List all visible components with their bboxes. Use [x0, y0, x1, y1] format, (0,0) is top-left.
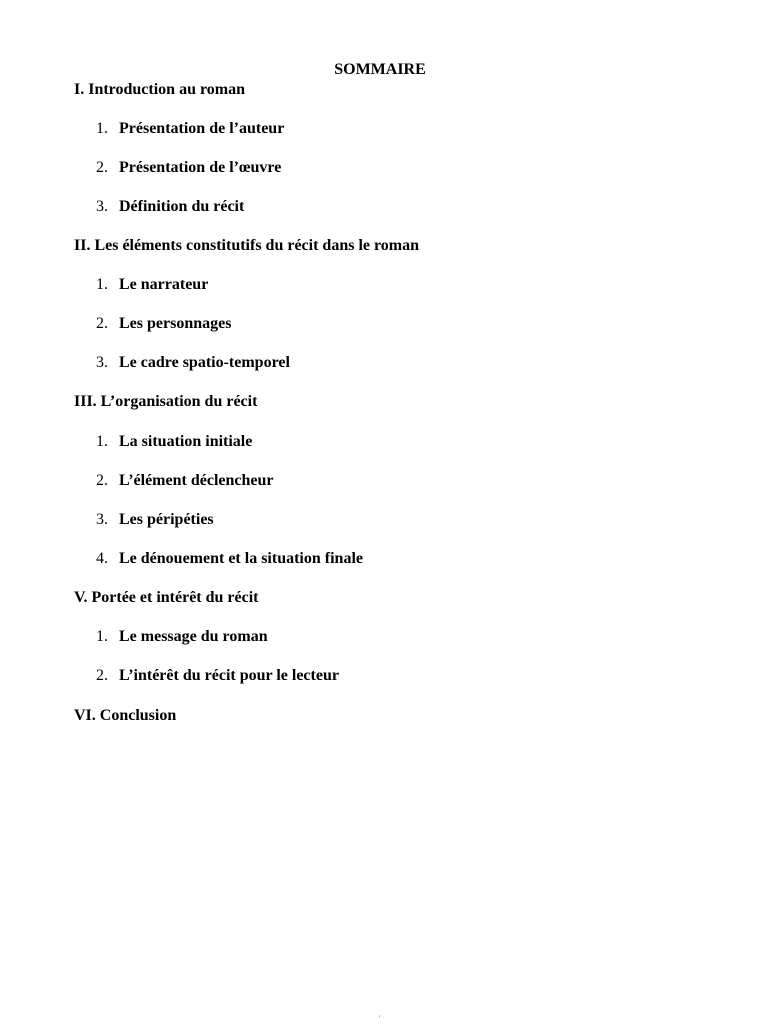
item-label: Le dénouement et la situation finale [119, 550, 363, 567]
section-heading-6: VI. Conclusion [74, 707, 177, 724]
item-number: 1. [96, 433, 108, 450]
toc-item [96, 314, 231, 334]
toc-item [96, 197, 244, 217]
item-number: 1. [96, 276, 108, 293]
item-label: Présentation de l’œuvre [119, 159, 282, 176]
item-number: 2. [96, 159, 108, 176]
item-label: Présentation de l’auteur [119, 120, 285, 137]
item-label: Le narrateur [119, 276, 209, 293]
toc-item [96, 119, 284, 139]
item-number: 2. [96, 472, 108, 489]
page-title: SOMMAIRE [334, 61, 426, 78]
item-number: 3. [96, 511, 108, 528]
item-label: Le message du roman [119, 628, 268, 645]
toc-item [96, 353, 290, 373]
item-number: 3. [96, 198, 108, 215]
toc-item [96, 158, 281, 178]
item-number: 1. [96, 628, 108, 645]
toc-item [96, 666, 339, 686]
section-heading-3: III. L’organisation du récit [74, 393, 258, 410]
item-label: L’intérêt du récit pour le lecteur [119, 667, 339, 684]
toc-item [96, 549, 363, 569]
item-number: 2. [96, 667, 108, 684]
item-number: 3. [96, 354, 108, 371]
item-label: Les péripéties [119, 511, 214, 528]
item-label: Le cadre spatio-temporel [119, 354, 290, 371]
item-label: Les personnages [119, 315, 232, 332]
item-label: La situation initiale [119, 433, 253, 450]
item-label: Définition du récit [119, 198, 245, 215]
item-label: L’élément déclencheur [119, 472, 274, 489]
toc-item [96, 510, 214, 530]
footer-mark: ' [379, 1014, 381, 1023]
toc-item [96, 275, 208, 295]
section-heading-5: V. Portée et intérêt du récit [74, 589, 259, 606]
toc-item [96, 471, 273, 491]
toc-item [96, 627, 268, 647]
item-number: 4. [96, 550, 108, 567]
section-heading-2: II. Les éléments constitutifs du récit dans le roman [74, 237, 420, 254]
item-number: 2. [96, 315, 108, 332]
toc-item [96, 432, 252, 452]
section-heading-1: I. Introduction au roman [74, 81, 245, 98]
item-number: 1. [96, 120, 108, 137]
